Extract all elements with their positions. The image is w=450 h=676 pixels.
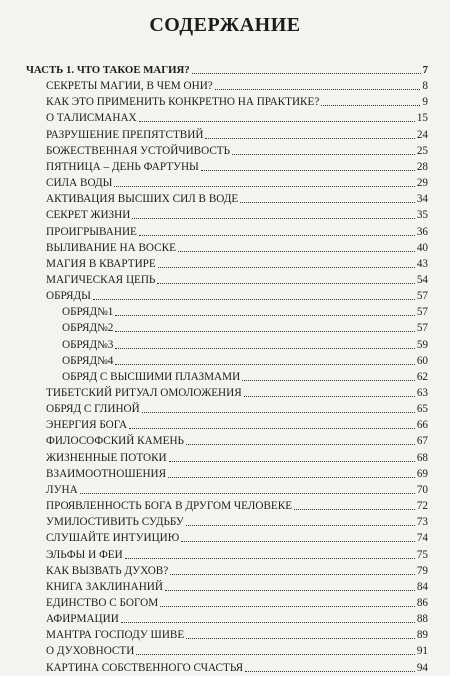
dot-leader	[170, 574, 415, 575]
toc-entry	[62, 318, 428, 335]
toc-entry	[46, 108, 428, 125]
dot-leader	[160, 606, 415, 607]
dot-leader	[186, 444, 415, 445]
toc-entry	[46, 205, 428, 222]
toc-entry-page: 57	[416, 290, 428, 303]
toc-entry	[46, 464, 428, 481]
toc-entry-page: 29	[416, 177, 428, 190]
dot-leader	[178, 251, 415, 252]
dot-leader	[139, 121, 415, 122]
toc-entry-page: 24	[416, 128, 428, 141]
toc-entry-page: 7	[422, 64, 428, 76]
toc-entry	[46, 76, 428, 93]
toc-entry-page: 72	[416, 500, 428, 513]
toc-entry	[46, 480, 428, 497]
toc-entry-title: ОБРЯД№3	[62, 338, 114, 351]
toc-entry-page: 75	[416, 548, 428, 561]
dot-leader	[240, 202, 415, 203]
toc-entry	[46, 286, 428, 303]
toc-entry-title: АФИРМАЦИИ	[46, 613, 119, 626]
toc-entry	[46, 254, 428, 271]
dot-leader	[114, 186, 414, 187]
dot-leader	[215, 89, 421, 90]
toc-entry-title: МАГИЯ В КВАРТИРЕ	[46, 257, 156, 270]
toc-entry	[46, 238, 428, 255]
toc-entry	[46, 141, 428, 158]
toc-entry	[46, 641, 428, 658]
dot-leader	[115, 315, 414, 316]
dot-leader	[165, 590, 415, 591]
dot-leader	[294, 509, 415, 510]
toc-entry-page: 57	[416, 306, 428, 319]
toc-entry-page: 35	[416, 209, 428, 222]
toc-entry	[46, 173, 428, 190]
toc-entry-page: 66	[416, 419, 428, 432]
toc-entry	[46, 448, 428, 465]
dot-leader	[136, 654, 415, 655]
toc-entry-page: 8	[422, 80, 428, 93]
toc-entry-page: 68	[416, 451, 428, 464]
toc-entry	[62, 351, 428, 368]
toc-entry-title: ЭНЕРГИЯ БОГА	[46, 419, 128, 432]
dot-leader	[115, 348, 414, 349]
toc-entry	[46, 609, 428, 626]
toc-entry-title: ЧАСТЬ 1. ЧТО ТАКОЕ МАГИЯ?	[26, 64, 190, 76]
toc-entry	[46, 512, 428, 529]
toc-entry-page: 88	[416, 613, 428, 626]
toc-entry-title: ВЫЛИВАНИЕ НА ВОСКЕ	[46, 241, 176, 254]
toc-entry-page: 84	[416, 580, 428, 593]
dot-leader	[244, 396, 415, 397]
toc-entry-title: ЛУНА	[46, 483, 78, 496]
dot-leader	[115, 364, 414, 365]
toc-entry-title: ВЗАИМООТНОШЕНИЯ	[46, 467, 167, 480]
toc-entry-title: КАК ЭТО ПРИМЕНИТЬ КОНКРЕТНО НА ПРАКТИКЕ?	[46, 96, 320, 109]
toc-entry	[46, 383, 428, 400]
dot-leader	[186, 525, 415, 526]
toc-entry-title: СЛУШАЙТЕ ИНТУИЦИЮ	[46, 532, 180, 545]
dot-leader	[245, 671, 415, 672]
dot-leader	[139, 235, 415, 236]
toc-entry-page: 60	[416, 354, 428, 367]
toc-entry	[62, 367, 428, 384]
dot-leader	[129, 428, 415, 429]
dot-leader	[93, 299, 415, 300]
toc-entry-title: ОБРЯД№1	[62, 306, 114, 319]
dot-leader	[201, 170, 415, 171]
toc-entry-title: ОБРЯДЫ	[46, 290, 91, 303]
toc-entry-title: ТИБЕТСКИЙ РИТУАЛ ОМОЛОЖЕНИЯ	[46, 387, 242, 399]
toc-entry-page: 67	[416, 435, 428, 448]
dot-leader	[186, 638, 415, 639]
toc-entry	[26, 60, 428, 77]
toc-entry-page: 25	[416, 144, 428, 157]
toc-entry-title: КАРТИНА СОБСТВЕННОГО СЧАСТЬЯ	[46, 661, 244, 674]
toc-entry-page: 74	[416, 532, 428, 545]
toc-entry-title: МАНТРА ГОСПОДУ ШИВЕ	[46, 629, 185, 642]
dot-leader	[158, 267, 415, 268]
dot-leader	[121, 622, 415, 623]
toc-entry-page: 59	[416, 338, 428, 351]
dot-leader	[232, 154, 415, 155]
toc-entry	[46, 157, 428, 174]
toc-entry-page: 69	[416, 467, 428, 480]
toc-entry-page: 79	[416, 564, 428, 577]
toc-entry-page: 43	[416, 257, 428, 270]
toc-entry-page: 65	[416, 403, 428, 416]
toc-entry-title: СИЛА ВОДЫ	[46, 177, 113, 190]
toc-entry-title: ФИЛОСОФСКИЙ КАМЕНЬ	[46, 435, 184, 448]
dot-leader	[192, 73, 421, 74]
toc-entry	[46, 528, 428, 545]
toc-entry-page: 36	[416, 225, 428, 238]
toc-entry-title: ПРОИГРЫВАНИЕ	[46, 225, 137, 238]
toc-entry	[46, 496, 428, 513]
toc-entry	[62, 302, 428, 319]
dot-leader	[115, 331, 414, 332]
toc-entry	[46, 222, 428, 239]
toc-entry-title: УМИЛОСТИВИТЬ СУДЬБУ	[46, 516, 184, 529]
dot-leader	[321, 105, 420, 106]
toc-entry-title: МАГИЧЕСКАЯ ЦЕПЬ	[46, 273, 156, 286]
dot-leader	[157, 283, 414, 284]
toc-entry	[46, 415, 428, 432]
dot-leader	[132, 218, 415, 219]
toc-entry-title: СЕКРЕТЫ МАГИИ, В ЧЕМ ОНИ?	[46, 80, 213, 93]
toc-entry-page: 15	[416, 112, 428, 125]
page-title: СОДЕРЖАНИЕ	[149, 14, 301, 36]
dot-leader	[169, 461, 415, 462]
toc-entry-title: КАК ВЫЗВАТЬ ДУХОВ?	[46, 564, 169, 577]
toc-entry	[46, 561, 428, 578]
toc-entry-title: ЖИЗНЕННЫЕ ПОТОКИ	[46, 451, 167, 464]
dot-leader	[80, 493, 415, 494]
toc-entry-title: ОБРЯД№2	[62, 322, 114, 335]
toc-entry	[46, 658, 428, 675]
toc-entry	[46, 125, 428, 142]
toc-entry-title: СЕКРЕТ ЖИЗНИ	[46, 209, 131, 222]
dot-leader	[125, 558, 415, 559]
toc-entry-title: ОБРЯД№4	[62, 354, 114, 367]
toc-entry-page: 63	[416, 387, 428, 399]
toc-entry	[46, 577, 428, 594]
toc-entry	[46, 545, 428, 562]
toc-entry-title: КНИГА ЗАКЛИНАНИЙ	[46, 580, 163, 593]
toc-entry-title: ПРОЯВЛЕННОСТЬ БОГА В ДРУГОМ ЧЕЛОВЕКЕ	[46, 500, 293, 513]
toc-entry-page: 73	[416, 516, 428, 529]
dot-leader	[181, 541, 415, 542]
dot-leader	[142, 412, 415, 413]
toc-entry	[46, 431, 428, 448]
toc-entry-page: 28	[416, 160, 428, 173]
toc-entry-title: ПЯТНИЦА – ДЕНЬ ФАРТУНЫ	[46, 160, 199, 173]
dot-leader	[242, 380, 415, 381]
toc-entry-page: 9	[422, 96, 428, 109]
toc-entry	[46, 189, 428, 206]
toc-entry-page: 70	[416, 483, 428, 496]
toc-entry	[46, 625, 428, 642]
toc-entry-page: 86	[416, 596, 428, 609]
toc-entry-page: 94	[416, 661, 428, 674]
toc-entry-title: ЕДИНСТВО С БОГОМ	[46, 596, 159, 609]
toc-entry-title: РАЗРУШЕНИЕ ПРЕПЯТСТВИЙ	[46, 128, 204, 141]
toc-entry-title: ОБРЯД С ГЛИНОЙ	[46, 403, 140, 416]
toc-entry-page: 62	[416, 370, 428, 383]
dot-leader	[205, 138, 414, 139]
toc-entry-title: О ДУХОВНОСТИ	[46, 645, 135, 658]
dot-leader	[168, 477, 415, 478]
toc-entry-title: БОЖЕСТВЕННАЯ УСТОЙЧИВОСТЬ	[46, 144, 231, 157]
toc-entry	[46, 270, 428, 287]
toc-entry-page: 91	[416, 645, 428, 658]
toc-entry-page: 54	[416, 273, 428, 286]
toc-entry	[46, 92, 428, 109]
toc-entry-title: ОБРЯД С ВЫСШИМИ ПЛАЗМАМИ	[62, 370, 241, 383]
toc-entry-title: ЭЛЬФЫ И ФЕИ	[46, 548, 123, 561]
toc-entry-title: АКТИВАЦИЯ ВЫСШИХ СИЛ В ВОДЕ	[46, 193, 239, 206]
toc-entry	[46, 593, 428, 610]
toc-entry-page: 57	[416, 322, 428, 335]
toc-entry	[46, 399, 428, 416]
toc-entry-page: 40	[416, 241, 428, 254]
toc-entry	[62, 335, 428, 352]
toc-entry-title: О ТАЛИСМАНАХ	[46, 112, 137, 125]
toc-entry-page: 89	[416, 629, 428, 642]
toc-entry-page: 34	[416, 193, 428, 206]
